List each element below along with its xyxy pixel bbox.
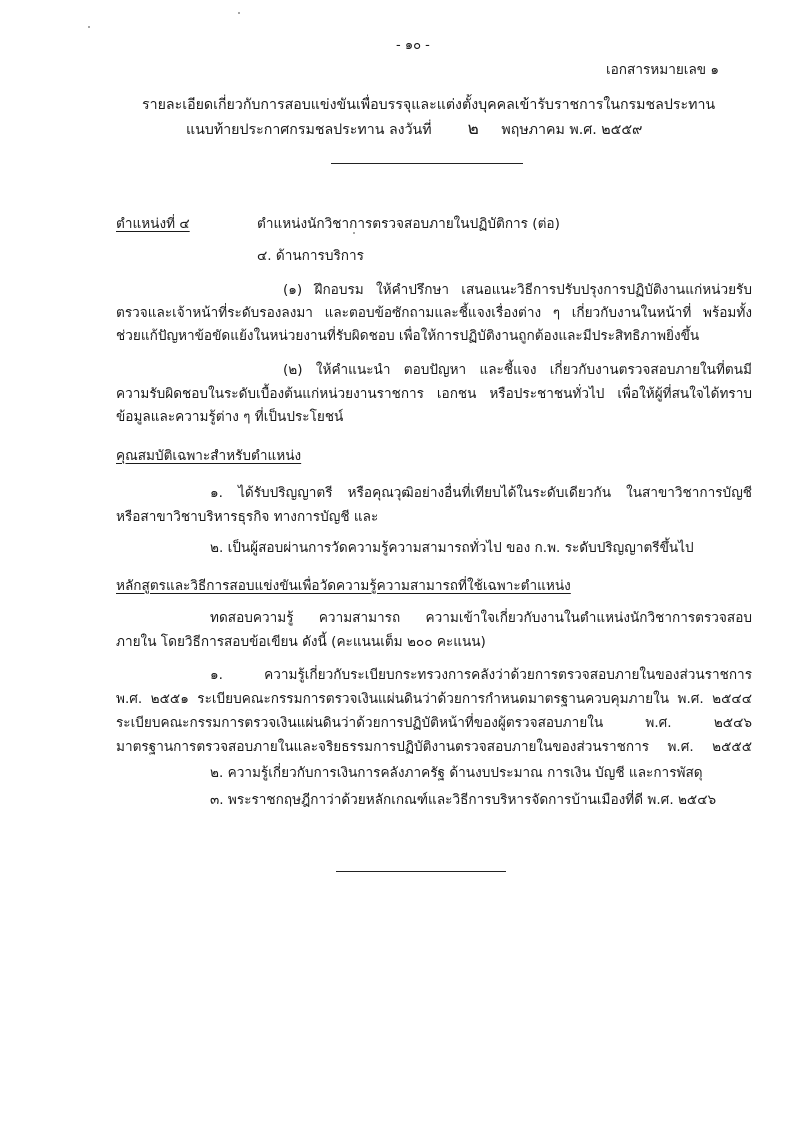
scan-speck (238, 12, 240, 14)
document-title-line-1: รายละเอียดเกี่ยวกับการสอบแข่งขันเพื่อบรรจุและแต่งตั้งบุคคลเข้ารับราชการในกรมชลประทาน (142, 97, 716, 113)
service-item-1-line-1: (๑) ฝึกอบรม ให้คำปรึกษา เสนอแนะวิธีการปรับปรุงการปฏิบัติงานแก่หน่วยรับ (283, 282, 752, 298)
position-label: ตำแหน่งที่ ๔ (116, 216, 190, 232)
exam-intro-line-1: ทดสอบความรู้ ความสามารถ ความเข้าใจเกี่ยวกับงานในตำแหน่งนักวิชาการตรวจสอบ (210, 610, 752, 626)
service-heading: ๔. ด้านการบริการ (257, 248, 364, 264)
document-reference: เอกสารหมายเลข ๑ (606, 62, 720, 78)
position-name: ตำแหน่งนักวิชาการตรวจสอบภายในปฏิบัติการ (ต่อ) (257, 216, 560, 232)
exam-heading: หลักสูตรและวิธีการสอบแข่งขันเพื่อวัดความรู้ความสามารถที่ใช้เฉพาะตำแหน่ง (116, 578, 571, 594)
qualification-item-2: ๒. เป็นผู้สอบผ่านการวัดความรู้ความสามารถทั่วไป ของ ก.พ. ระดับปริญญาตรีขึ้นไป (210, 540, 694, 556)
exam-item-3: ๓. พระราชกฤษฎีกาว่าด้วยหลักเกณฑ์และวิธีการบริหารจัดการบ้านเมืองที่ดี พ.ศ. ๒๕๔๖ (210, 792, 717, 808)
title-divider (331, 163, 523, 164)
announcement-date-prefix: แนบท้ายประกาศกรมชลประทาน ลงวันที่ (186, 122, 432, 138)
exam-item-1-line-4: มาตรฐานการตรวจสอบภายในและจริยธรรมการปฏิบัติงานตรวจสอบภายในของส่วนราชการ พ.ศ. ๒๕๕๕ (116, 739, 752, 755)
exam-item-1-line-2: พ.ศ. ๒๕๕๑ ระเบียบคณะกรรมการตรวจเงินแผ่นดินว่าด้วยการกำหนดมาตรฐานควบคุมภายใน พ.ศ. ๒๕๔๔ (116, 691, 752, 707)
scan-speck (88, 26, 90, 28)
announcement-day: ๒ (467, 119, 479, 139)
qualification-item-1-line-2: หรือสาขาวิชาบริหารธุรกิจ ทางการบัญชี และ (116, 509, 379, 525)
announcement-month-year: พฤษภาคม พ.ศ. ๒๕๕๙ (501, 122, 643, 138)
service-item-1-line-2: ตรวจและเจ้าหน้าที่ระดับรองลงมา และตอบข้อซักถามและชี้แจงเรื่องต่าง ๆ เกี่ยวกับงานในหน้าที่ พร้อมทั้ง (116, 305, 752, 321)
qualifications-heading: คุณสมบัติเฉพาะสำหรับตำแหน่ง (116, 448, 302, 464)
exam-item-1-line-3: ระเบียบคณะกรรมการตรวจเงินแผ่นดินว่าด้วยการปฏิบัติหน้าที่ของผู้ตรวจสอบภายใน พ.ศ. ๒๕๔๖ (116, 715, 752, 731)
service-item-1-line-3: ช่วยแก้ปัญหาข้อขัดแย้งในหน่วยงานที่รับผิดชอบ เพื่อให้การปฏิบัติงานถูกต้องและมีประสิทธิภาพยิ่งขึ้น (116, 328, 700, 344)
service-item-2-line-3: ข้อมูลและความรู้ต่าง ๆ ที่เป็นประโยชน์ (116, 409, 344, 425)
service-item-2-line-2: ความรับผิดชอบในระดับเบื้องต้นแก่หน่วยงานราชการ เอกชน หรือประชาชนทั่วไป เพื่อให้ผู้ที่สนใจได้ทราบ (116, 386, 752, 402)
exam-item-1-line-1: ๑. ความรู้เกี่ยวกับระเบียบกระทรวงการคลังว่าด้วยการตรวจสอบภายในของส่วนราชการ (210, 667, 752, 683)
exam-item-2: ๒. ความรู้เกี่ยวกับการเงินการคลังภาครัฐ ด้านงบประมาณ การเงิน บัญชี และการพัสดุ (210, 765, 703, 781)
service-item-2-line-1: (๒) ให้คำแนะนำ ตอบปัญหา และชี้แจง เกี่ยวกับงานตรวจสอบภายในที่ตนมี (283, 362, 752, 378)
qualification-item-1-line-1: ๑. ได้รับปริญญาตรี หรือคุณวุฒิอย่างอื่นที่เทียบได้ในระดับเดียวกัน ในสาขาวิชาการบัญชี (210, 485, 752, 501)
closing-divider (336, 871, 506, 872)
exam-intro-line-2: ภายใน โดยวิธีการสอบข้อเขียน ดังนี้ (คะแนนเต็ม ๒๐๐ คะแนน) (116, 634, 486, 650)
page-number: - ๑๐ - (396, 38, 430, 53)
document-title-line-2 (186, 119, 642, 140)
